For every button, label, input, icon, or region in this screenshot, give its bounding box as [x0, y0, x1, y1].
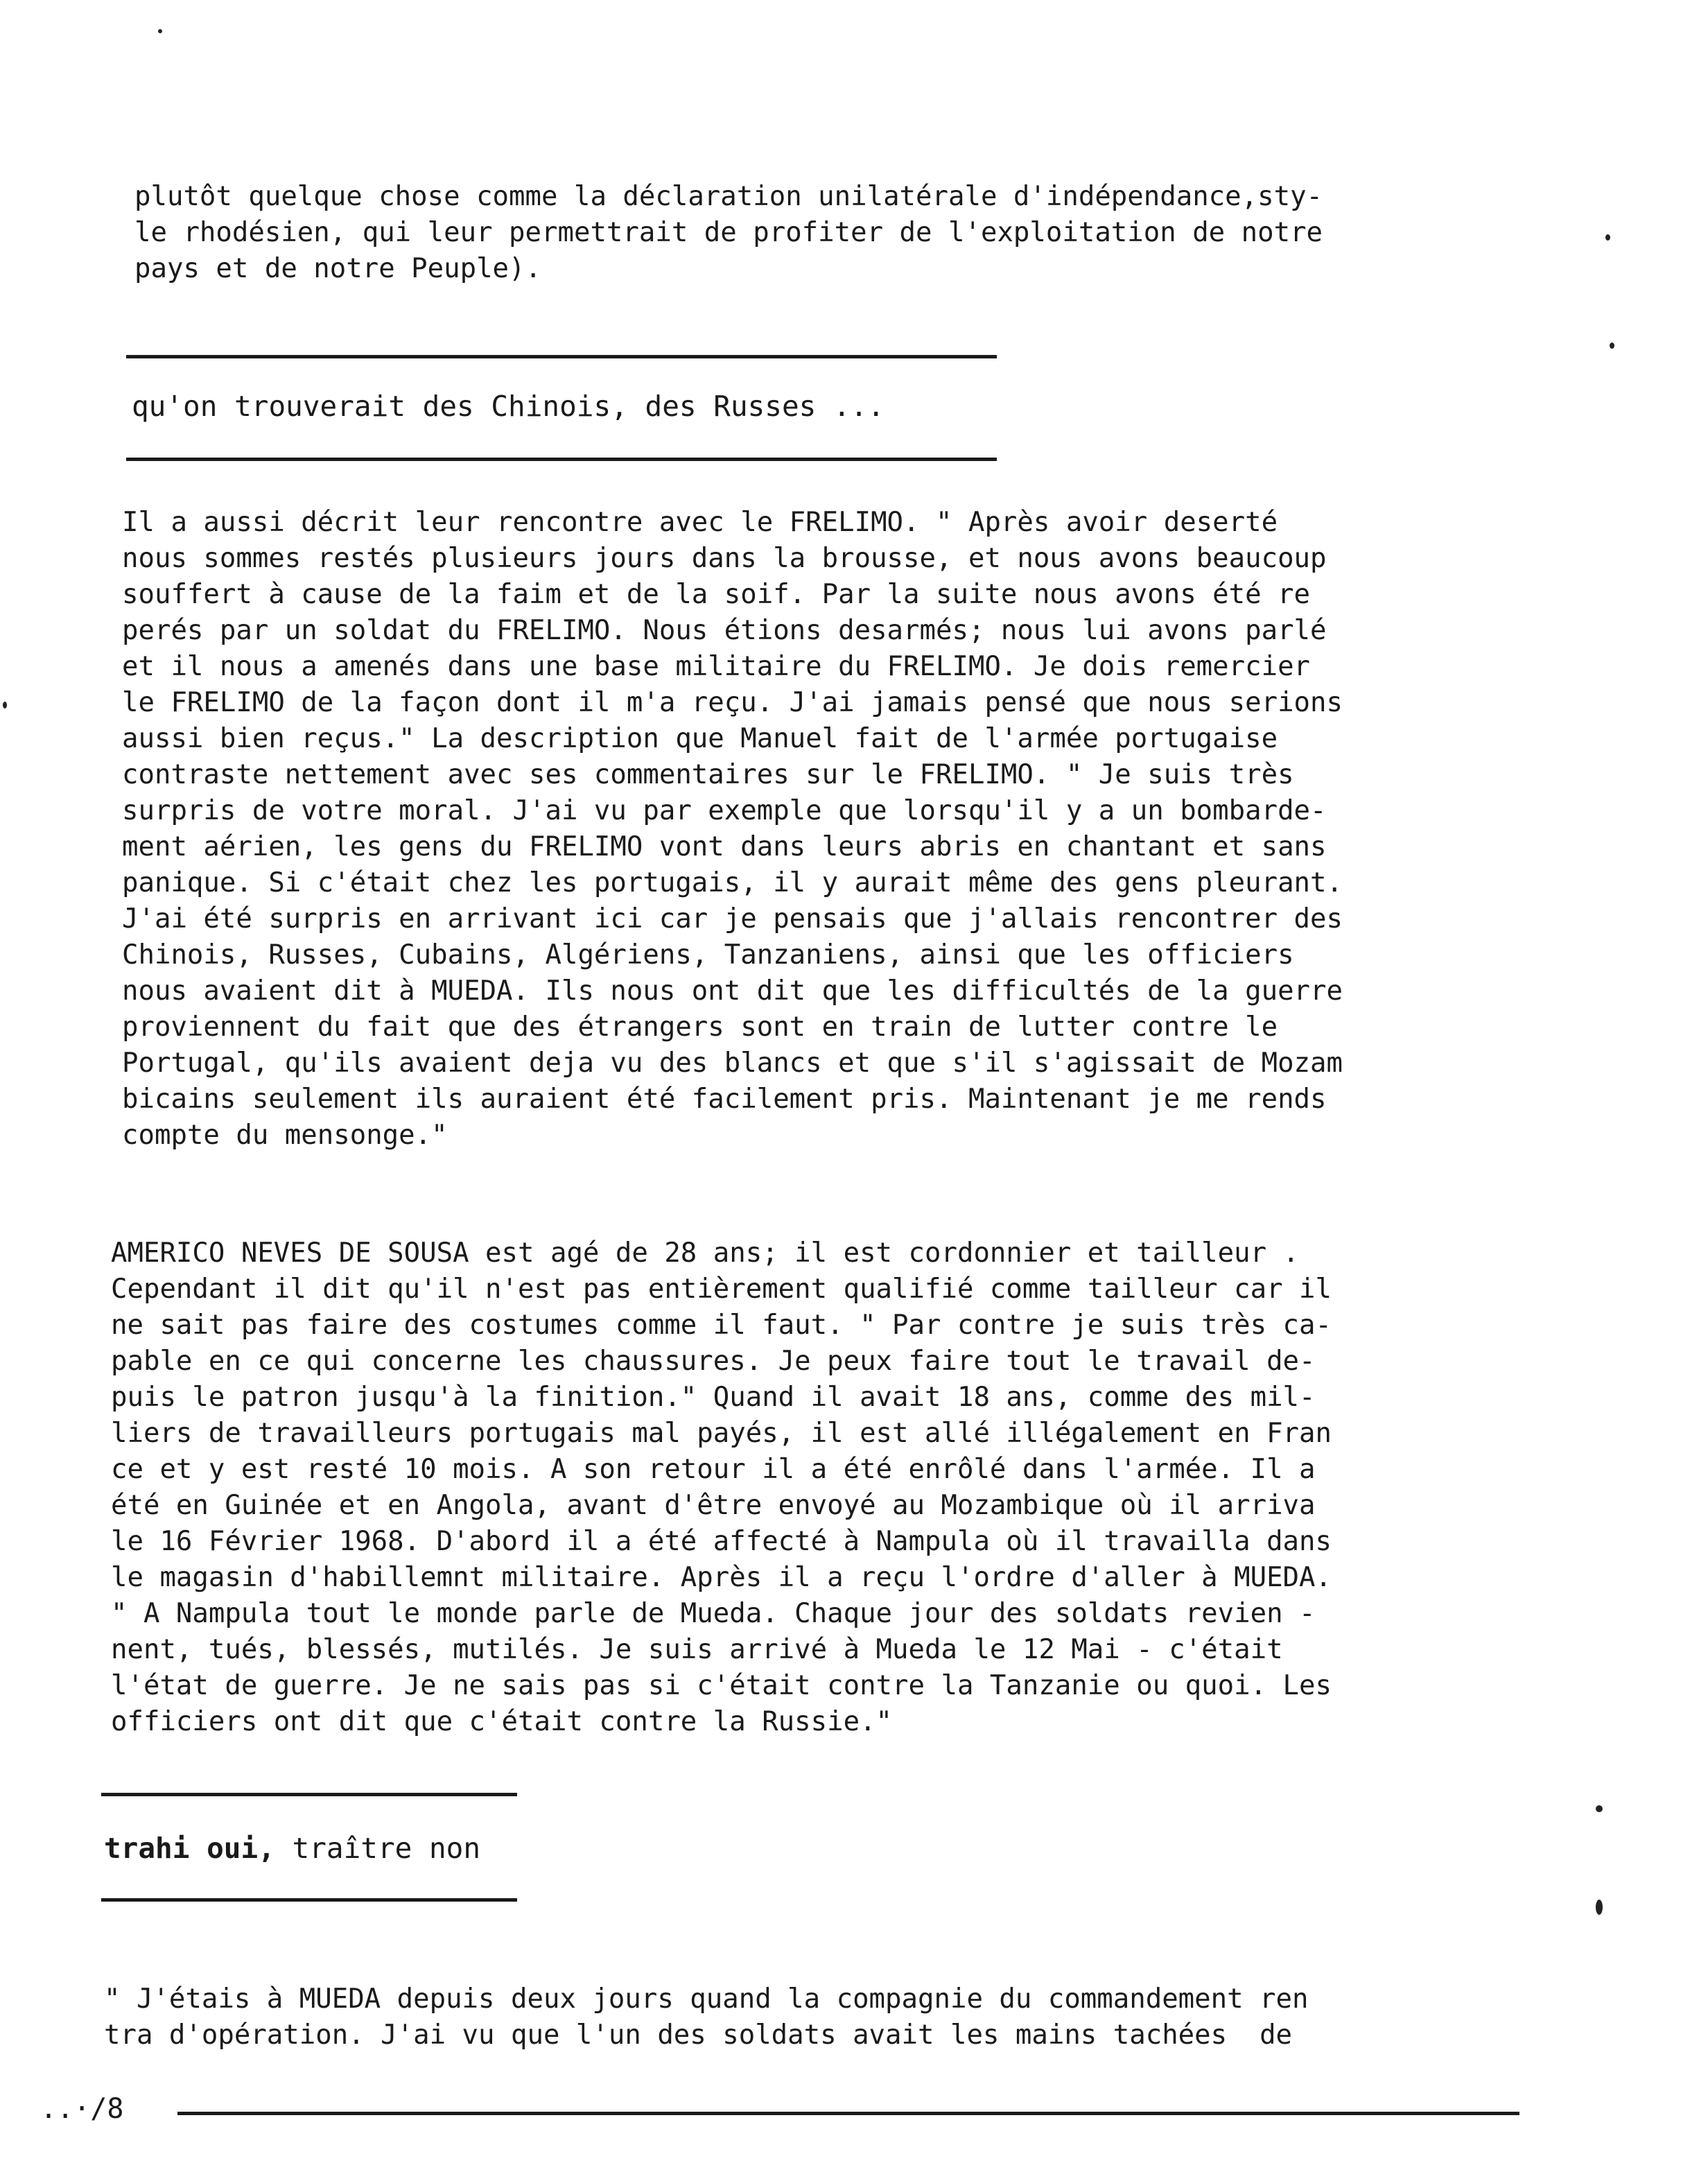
section-heading-chinois: qu'on trouverait des Chinois, des Russes ...: [132, 390, 885, 423]
scan-speck: [158, 29, 162, 33]
heading-rule-top: [126, 355, 997, 358]
paragraph-intro: plutôt quelque chose comme la déclaration unilatérale d'indépendance,sty- le rhodésien, qui leur permettrait de profiter de l'exploitation de notre pays et de notre Peuple).: [134, 181, 1323, 284]
paragraph-frelimo-encounter: Il a aussi décrit leur rencontre avec le FRELIMO. " Après avoir deserté nous sommes restés plusieurs jours dans la brousse, et nous avons beaucoup souffert à cause de la faim et de la soif. Par la suite nous avons été re perés par un soldat du FRELIMO. Nous étions desarmés; nous lui avons parlé et il nous a amenés dans une base militaire du FRELIMO. Je dois remercier le FRELIMO de la façon dont il m'a reçu. J'ai jamais pensé que nous serions aussi bien reçus." La description que Manuel fait de l'armée portugaise contraste nettement avec ses commentaires sur le FRELIMO. " Je suis très surpris de votre moral. J'ai vu par exemple que lorsqu'il y a un bombarde- ment aérien, les gens du FRELIMO vont dans leurs abris en chantant et sans panique. Si c'était chez les portugais, il y aurait même des gens pleurant. J'ai été surpris en arrivant ici car je pensais que j'allais rencontrer des Chinois, Russes, Cubains, Algériens, Tanzaniens, ainsi que les officiers nous avaient dit à MUEDA. Ils nous ont dit que les difficultés de la guerre proviennent du fait que des étrangers sont en train de lutter contre le Portugal, qu'ils avaient deja vu des blancs et que s'il s'agissait de Mozam bicains seulement ils auraient été facilement pris. Maintenant je me rends compte du mensonge.": [122, 507, 1343, 1151]
scan-speck: [1596, 1900, 1603, 1915]
page-continuation-marker: ..·/8: [40, 2093, 124, 2125]
scan-speck: [1596, 1805, 1603, 1812]
scan-speck: [1610, 342, 1614, 349]
section-heading-trahi: [104, 1830, 480, 1866]
heading-rule-bottom: [101, 1898, 517, 1902]
scan-speck: [3, 702, 7, 709]
paragraph-mueda-arrival: " J'étais à MUEDA depuis deux jours quand la compagnie du commandement ren tra d'opération. J'ai vu que l'un des soldats avait les mains tachées de: [104, 1983, 1309, 2051]
paragraph-americo-neves: AMERICO NEVES DE SOUSA est agé de 28 ans; il est cordonnier et tailleur . Cependant il dit qu'il n'est pas entièrement qualifié comme tailleur car il ne sait pas faire des costumes comme il faut. " Par contre je suis très ca- pable en ce qui concerne les chaussures. Je peux faire tout le travail de- puis le patron jusqu'à la finition." Quand il avait 18 ans, comme des mil- liers de travailleurs portugais mal payés, il est allé illégalement en Fran ce et y est resté 10 mois. A son retour il a été enrôlé dans l'armée. Il a été en Guinée et en Angola, avant d'être envoyé au Mozambique où il arriva le 16 Février 1968. D'abord il a été affecté à Nampula où il travailla dans le magasin d'habillemnt militaire. Après il a reçu l'ordre d'aller à MUEDA. " A Nampula tout le monde parle de Mueda. Chaque jour des soldats revien - nent, tués, blessés, mutilés. Je suis arrivé à Mueda le 12 Mai - c'était l'état de guerre. Je ne sais pas si c'était contre la Tanzanie ou quoi. Les officiers ont dit que c'était contre la Russie.": [111, 1237, 1332, 1737]
scan-speck: [1605, 234, 1610, 241]
heading-rule-bottom: [126, 458, 997, 461]
heading-bold-part: trahi oui,: [104, 1832, 275, 1865]
heading-regular-part: traître non: [274, 1832, 481, 1865]
heading-rule-top: [101, 1793, 517, 1796]
footer-rule: [177, 2112, 1519, 2115]
